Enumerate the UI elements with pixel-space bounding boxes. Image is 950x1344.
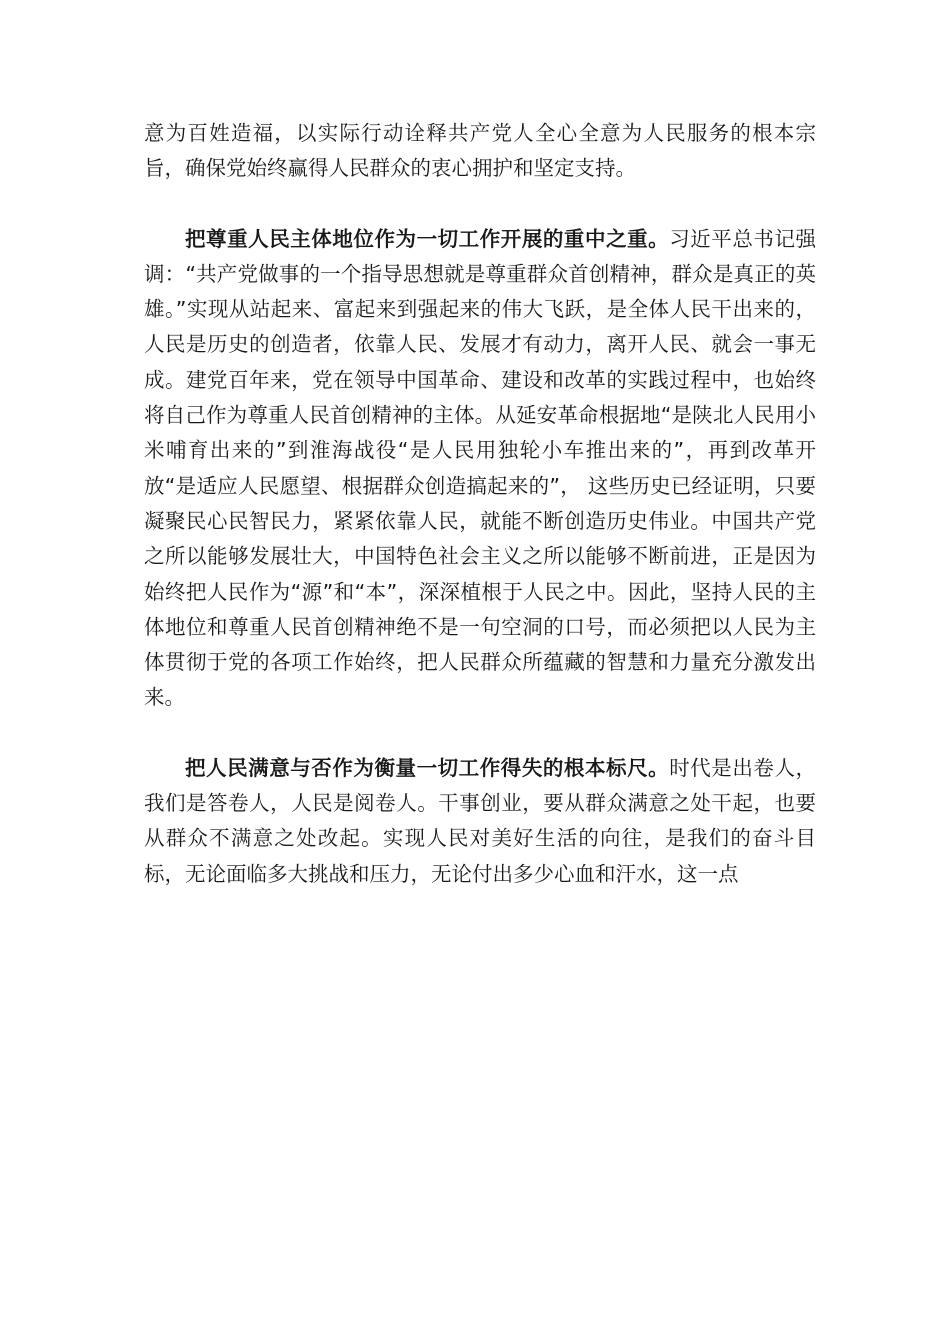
paragraph-lead-heading: 把尊重人民主体地位作为一切工作开展的重中之重。 — [185, 226, 670, 251]
paragraph-text: 习近平总书记强调：“共产党做事的一个指导思想就是尊重群众首创精神，群众是真正的英雄。”实现从站起来、富起来到强起来的伟大飞跃，是全体人民干出来的，人民是历史的创造者，依靠人民、发展才有动力，离开人民、就会一事无成。建党百年来，党在领导中国革命、建设和改革的实践过程中，也始终将自己作为尊重人民首创精神的主体。从延安革命根据地“是陕北人民用小米哺育出来的”到淮海战役“是人民用独轮小车推出来的”，再到改革开放“是适应人民愿望、根据群众创造搞起来的”， 这些历史已经证明，只要凝聚民心民智民力，紧紧依靠人民，就能不断创造历史伟业。中国共产党之所以能够发展壮大，中国特色社会主义之所以能够不断前进，正是因为始终把人民作为“源”和“本”，深深植根于人民之中。因此，坚持人民的主体地位和尊重人民首创精神绝不是一句空洞的口号，而必须把以人民为主体贯彻于党的各项工作始终，把人民群众所蕴藏的智慧和力量充分激发出来。 — [144, 226, 817, 710]
document-body — [144, 116, 816, 892]
paragraph-continuation — [144, 116, 816, 187]
paragraph-people-subject-status — [144, 222, 816, 716]
paragraph-text: 意为百姓造福，以实际行动诠释共产党人全心全意为人民服务的根本宗旨，确保党始终赢得人民群众的衷心拥护和坚定支持。 — [144, 121, 816, 181]
paragraph-people-satisfaction — [144, 751, 816, 892]
paragraph-lead-heading: 把人民满意与否作为衡量一切工作得失的根本标尺。 — [185, 755, 670, 780]
paragraph-text: 时代是出卷人，我们是答卷人，人民是阅卷人。干事创业，要从群众满意之处干起，也要从群众不满意之处改起。实现人民对美好生活的向往，是我们的奋斗目标，无论面临多大挑战和压力，无论付出多少心血和汗水，这一点 — [144, 755, 817, 886]
